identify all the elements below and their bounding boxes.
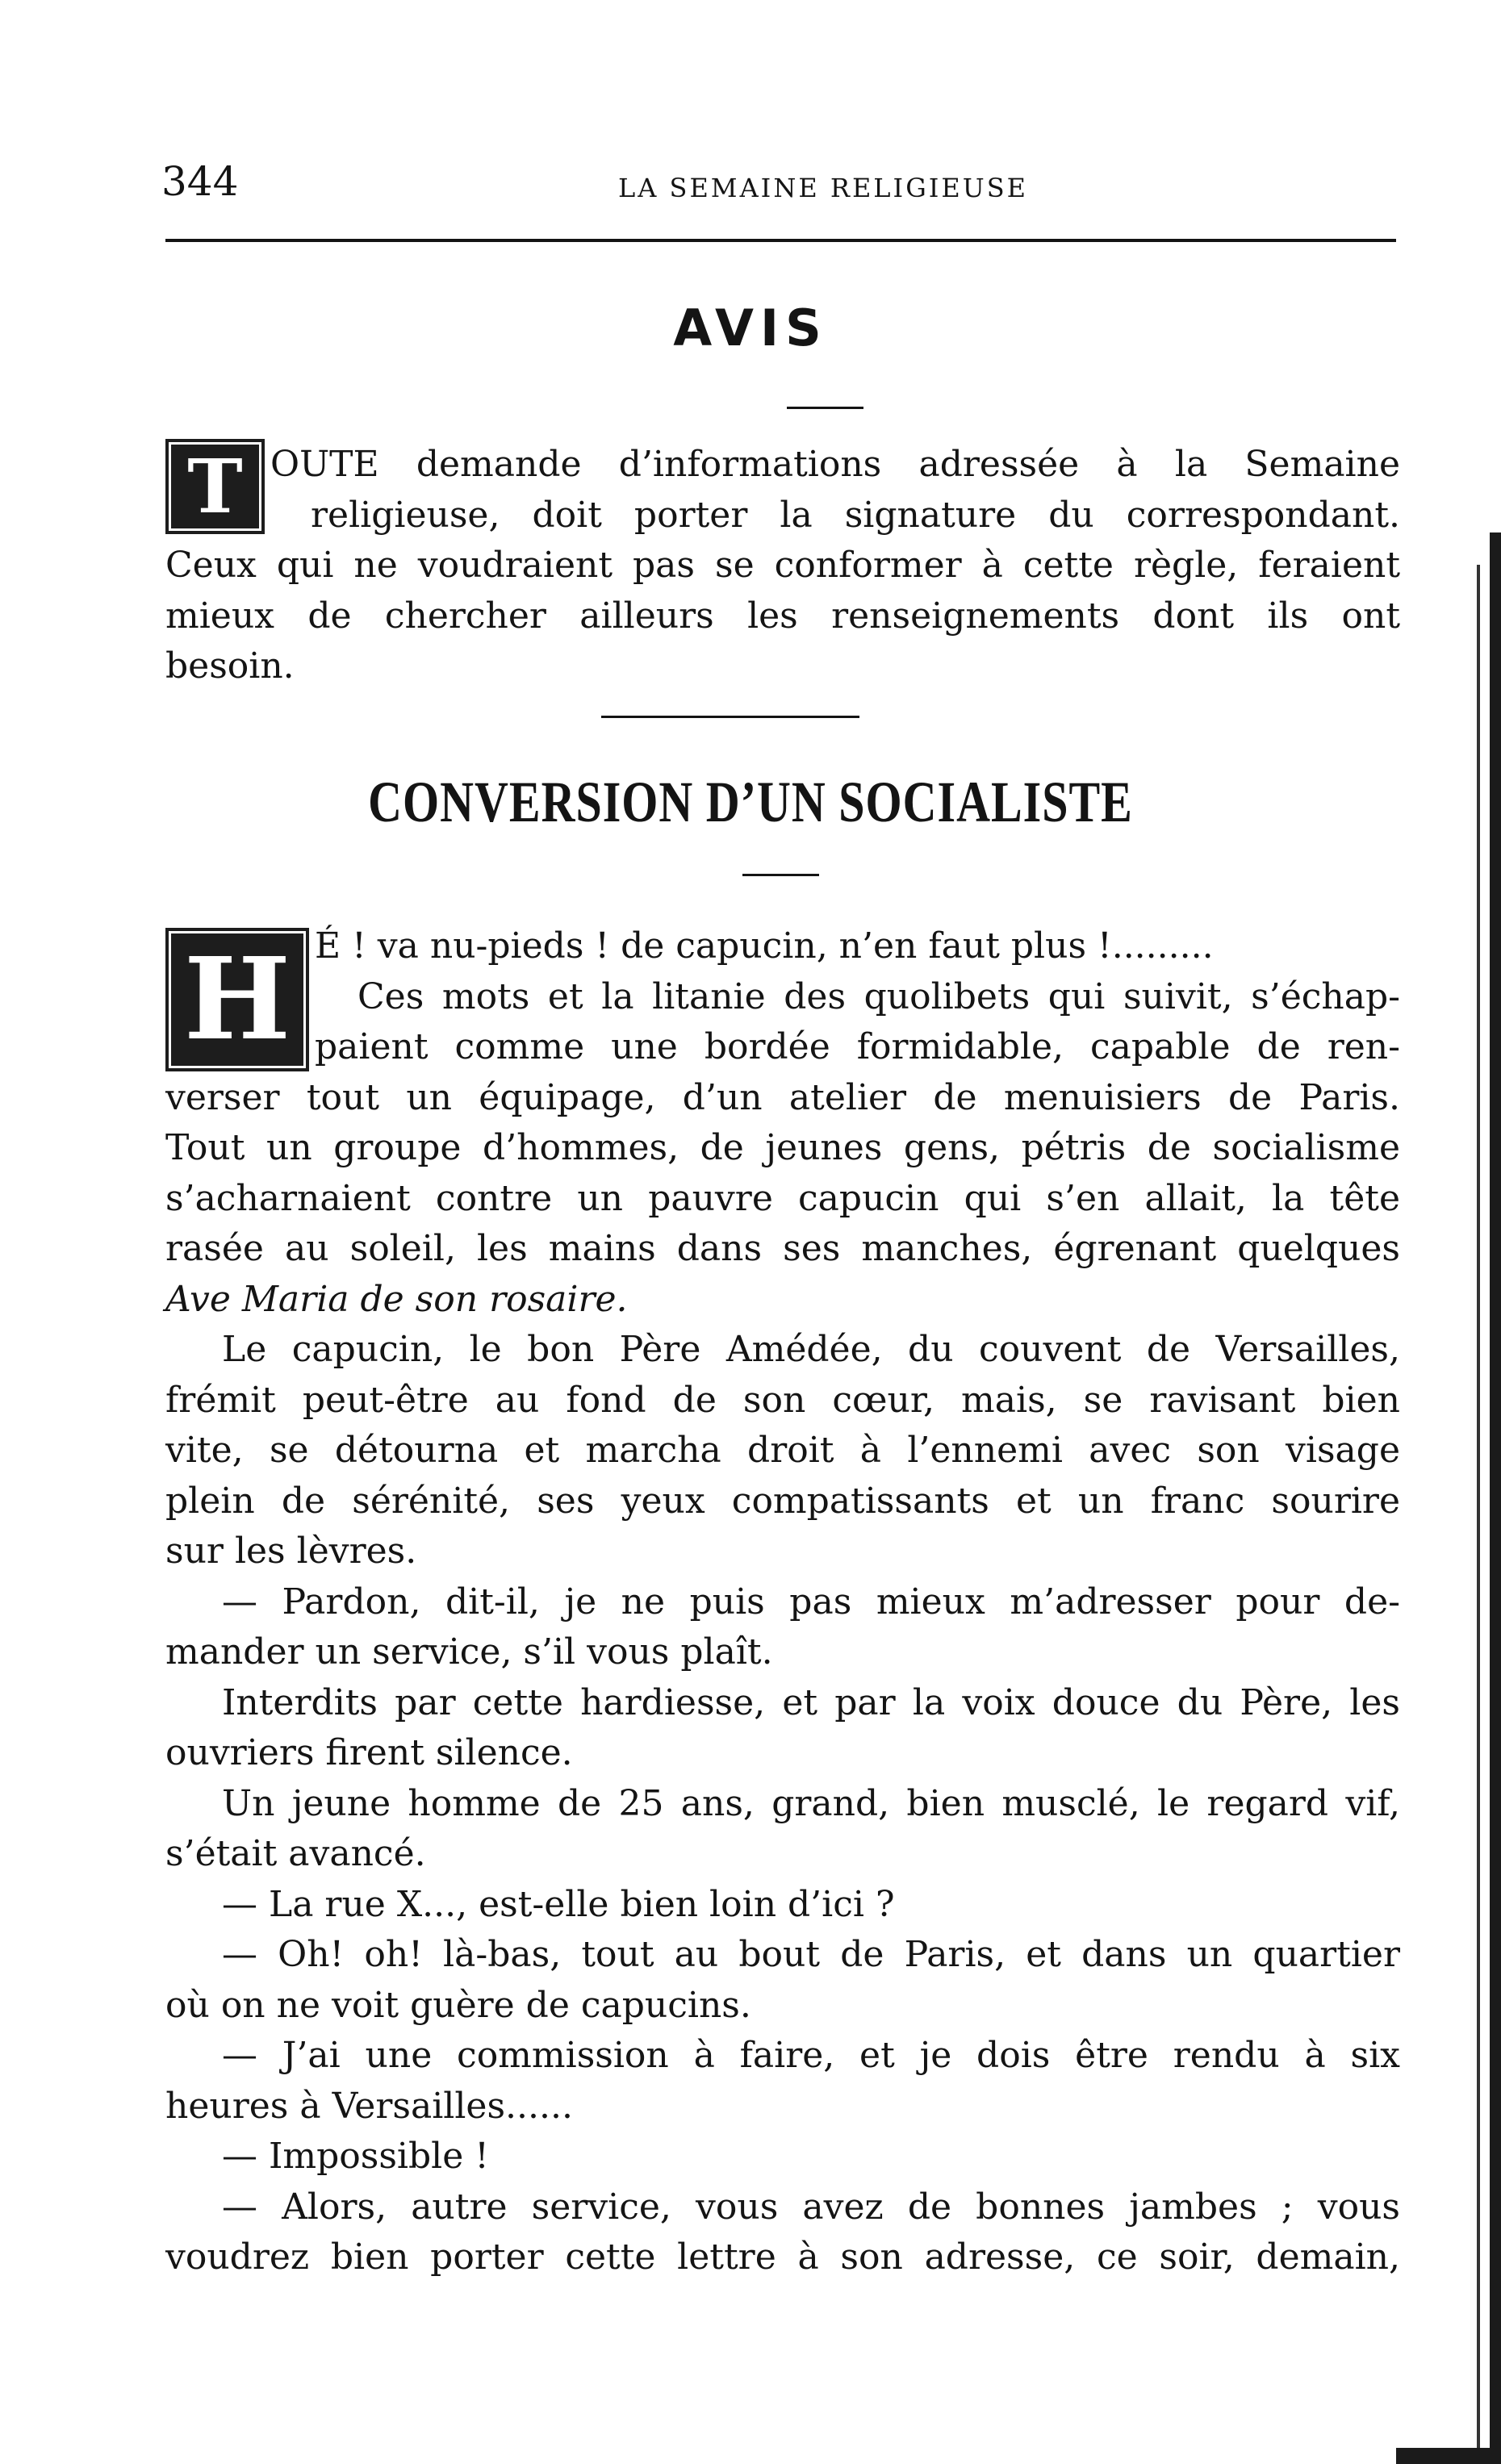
article-line: paient comme une bordée formidable, capable de ren-: [315, 1026, 1400, 1067]
article-line: Ces mots et la litanie des quolibets qui suivit, s’échap-: [357, 975, 1400, 1017]
running-head: LA SEMAINE RELIGIEUSE: [617, 173, 1028, 203]
article-line: frémit peut-être au fond de son cœur, mais, se ravisant bien: [165, 1379, 1400, 1421]
scan-bottom-shadow: [1396, 2448, 1501, 2464]
article-line: sur les lèvres.: [165, 1531, 417, 1572]
article-line: mander un service, s’il vous plaît.: [165, 1631, 773, 1673]
article-line: verser tout un équipage, d’un atelier de menuisiers de Paris.: [165, 1076, 1400, 1118]
article-line: s’acharnaient contre un pauvre capucin qui s’en allait, la tête: [165, 1177, 1400, 1219]
avis-title: AVIS: [673, 299, 828, 357]
scan-right-edge: [1490, 532, 1501, 2464]
article-line: — Pardon, dit-il, je ne puis pas mieux m’adresser pour de-: [222, 1581, 1400, 1622]
article-line: É ! va nu-pieds ! de capucin, n’en faut plus !.........: [315, 925, 1214, 967]
avis-line-3: Ceux qui ne voudraient pas se conformer à cette règle, feraient: [165, 545, 1400, 586]
section-divider-rule: [601, 716, 859, 718]
article-line: — Alors, autre service, vous avez de bonnes jambes ; vous: [222, 2186, 1400, 2228]
article-line: Un jeune homme de 25 ans, grand, bien musclé, le regard vif,: [222, 1782, 1400, 1824]
article-line: heures à Versailles......: [165, 2085, 573, 2127]
avis-line-2: religieuse, doit porter la signature du correspondant.: [311, 494, 1400, 536]
article-line: ouvriers firent silence.: [165, 1732, 573, 1773]
article-line: s’était avancé.: [165, 1833, 426, 1874]
article-title: CONVERSION D’UN SOCIALISTE: [368, 768, 1133, 835]
article-line: Le capucin, le bon Père Amédée, du couvent de Versailles,: [222, 1329, 1400, 1370]
article-line: Tout un groupe d’hommes, de jeunes gens, pétris de socialisme: [165, 1127, 1400, 1168]
avis-line-4: mieux de chercher ailleurs les renseignements dont ils ont: [165, 595, 1400, 637]
avis-line-1: OUTE demande d’informations adressée à la Semaine: [270, 444, 1400, 485]
article-line: plein de sérénité, ses yeux compatissants et un franc sourire: [165, 1480, 1400, 1522]
scan-right-edge-line: [1477, 565, 1480, 2464]
article-line: — J’ai une commission à faire, et je dois être rendu à six: [222, 2035, 1400, 2076]
header-rule: [165, 239, 1396, 242]
article-title-rule: [742, 874, 819, 876]
article-line: — Impossible !: [222, 2136, 489, 2177]
article-line: où on ne voit guère de capucins.: [165, 1984, 751, 2026]
avis-drop-letter: T: [187, 443, 243, 530]
article-line: rasée au soleil, les mains dans ses manches, égrenant quelques: [165, 1228, 1400, 1269]
article-line: — La rue X..., est-elle bien loin d’ici ?: [222, 1883, 895, 1925]
article-line: Ave Maria de son rosaire.: [165, 1278, 628, 1320]
article-line: voudrez bien porter cette lettre à son adresse, ce soir, demain,: [165, 2236, 1400, 2278]
article-line: Interdits par cette hardiesse, et par la voix douce du Père, les: [222, 1681, 1400, 1723]
article-line: — Oh! oh! là-bas, tout au bout de Paris, et dans un quartier: [222, 1934, 1400, 1975]
article-line: vite, se détourna et marcha droit à l’ennemi avec son visage: [165, 1430, 1400, 1471]
avis-line-5: besoin.: [165, 645, 295, 687]
article-body: [165, 921, 1400, 2283]
avis-title-rule: [787, 407, 863, 409]
page-number: 344: [161, 158, 239, 205]
article-drop-letter: H: [183, 933, 291, 1066]
avis-paragraph: [165, 440, 1400, 692]
